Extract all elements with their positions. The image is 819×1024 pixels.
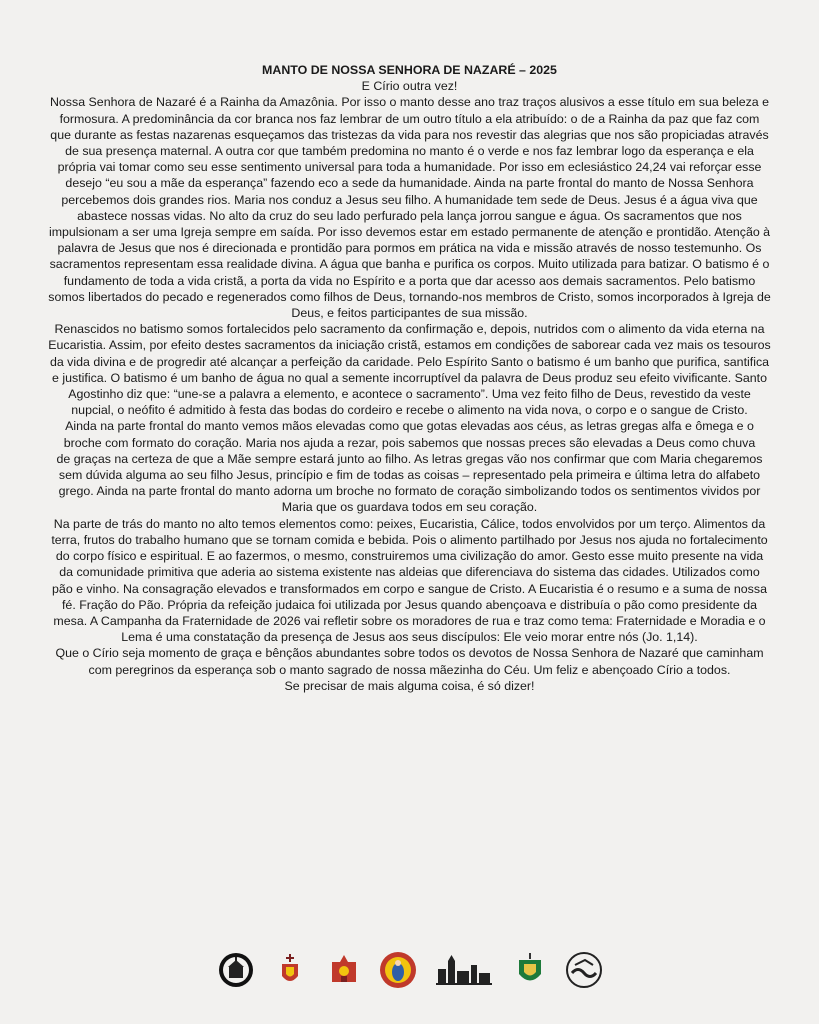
paragraph: Que o Círio seja momento de graça e bênçãos abundantes sobre todos os devotos de Nossa Senhora de Nazaré que caminham com peregrinos da esperança sob o manto sagrado de nossa mãezinha do Céu. Um feliz e abençoado Círio a todos. [55,646,764,677]
paragraph: Na parte de trás do manto no alto temos elementos como: peixes, Eucaristia, Cálice, todos envolvidos por um terço. Alimentos da terra, frutos do trabalho humano que se tornam comida e bebida. Pois o alimento partilhado por Jesus nos ajuda no fortalecimento do corpo físico e espiritual. E ao fazermos, o mesmo, construiremos uma civilização do amor. Gesto esse muito presente na vida da comunidade primitiva que aderia ao sistema existente nas aldeias que diferenciava do sistema das cidades. Utilizados como pão e vinho. Na consagração elevados e transformados em corpo e sangue de Cristo. A Eucaristia é o resumo e a suma de nossa fé. Fração do Pão. Própria da refeição judaica foi utilizada por Jesus quando abençoava e distribuía o pão como presidente da mesa. A Campanha da Fraternidade de 2026 vai refletir sobre os moradores de rua e traz como tema: Fraternidade e Moradia e o Lema é uma constatação da presença de Jesus aos seus discípulos: Ele veio morar entre nós (Jo. 1,14). [51,516,768,645]
paragraph: Ainda na parte frontal do manto vemos mãos elevadas como que gotas elevadas aos céus, as letras gregas alfa e ômega e o broche com formato do coração. Maria nos ajuda a rezar, pois sabemos que nossas preces são elevadas a Deus como chuva [63,419,756,450]
paragraph: Nossa Senhora de Nazaré é a Rainha da Amazônia. Por isso o manto desse ano traz traços alusivos a esse título em sua beleza e formosura. A predominância da cor branca nos faz lembrar de um outro título a ela atribuído: o de a Rainha da paz que faz com que durante as festas nazarenas esqueçamos das tristezas da vida para nos revestir das alegrias que nos são propiciadas através de sua presença maternal. A outra cor que também predomina no manto é o verde e nos faz lembrar logo da esperança e ela própria vai tomar como seu esse sentimento universal para toda a humanidade. Por isso em eclesiástico 24,24 vai reforçar esse desejo “eu sou a mãe da esperança” fazendo eco a sede da humanidade. Ainda na parte frontal do manto de Nossa Senhora percebemos dois grandes rios. Maria nos conduz a Jesus seu filho. A humanidade tem sede de Deus. Jesus é a água viva que abastece nossas vidas. No alto da cruz do seu lado perfurado pela lança jorrou sangue e água. Os sacramentos que nos impulsionam a ser uma Igreja sempre em saída. Por isso devemos estar em estado permanente de atenção e prontidão. Atenção à palavra de Jesus que nos é direcionada e prontidão para pormos em prática na vida e missão através de nosso testemunho. Os sacramentos representam essa realidade divina. A água que banha e purifica os corpos. Muito utilizada para batizar. O batismo é o fundamento de toda a vida cristã, a porta da vida no Espírito e a porta que dar acesso aos demais sacramentos. Pelo batismo somos libertados do pecado e regenerados como filhos de Deus, tornando-nos membros de Cristo, somos incorporados à Igreja de Deus, e feitos participantes de sua missão. [48,95,771,321]
our-lady-seal-logo [379,951,417,989]
closing-line: Se precisar de mais alguma coisa, é só dizer! [284,678,535,693]
document [48,62,771,694]
wave-circle-logo [565,951,603,989]
document-title: MANTO DE NOSSA SENHORA DE NAZARÉ – 2025 [262,63,557,77]
church-seal-logo [217,951,255,989]
paragraph: Renascidos no batismo somos fortalecidos pelo sacramento da confirmação e, depois, nutridos com o alimento da vida eterna na Eucaristia. Assim, por efeito destes sacramentos da iniciação cristã, estamos em condições de saborear cada vez mais os tesouros da vida divina e de progredir até alcançar a perfeição da caridade. Pelo Espírito Santo o batismo é um banho que purifica, santifica e justifica. O batismo é um banho de água no qual a semente incorruptível da palavra de Deus produz seu efeito vivificante. Santo Agostinho diz que: “une-se a palavra a elemento, e acontece o sacramento”. Uma vez feito filho de Deus, revestido da veste nupcial, o neófito é admitido à festa das bodas do cordeiro e recebe o alimento na vida nova, o corpo e o sangue de Cristo. [48,322,771,418]
document-subtitle: E Círio outra vez! [361,79,458,94]
red-cathedral-logo [325,951,363,989]
diocese-crest-logo [271,951,309,989]
city-skyline-logo [433,951,495,989]
paragraph: de graças na certeza de que a Mãe sempre estará junto ao filho. As letras gregas vão nos confirmar que com Maria chegaremos sem dúvida alguma ao seu filho Jesus, princípio e fim de todas as coisas – representado pela primeira e última letra do alfabeto grego. Ainda na parte frontal do manto adorna um broche no formato de coração simbolizando todos os sentimentos vividos por Maria que os guardava todos em seu coração. [56,451,763,515]
logo-strip [0,948,819,992]
green-shield-crest-logo [511,951,549,989]
